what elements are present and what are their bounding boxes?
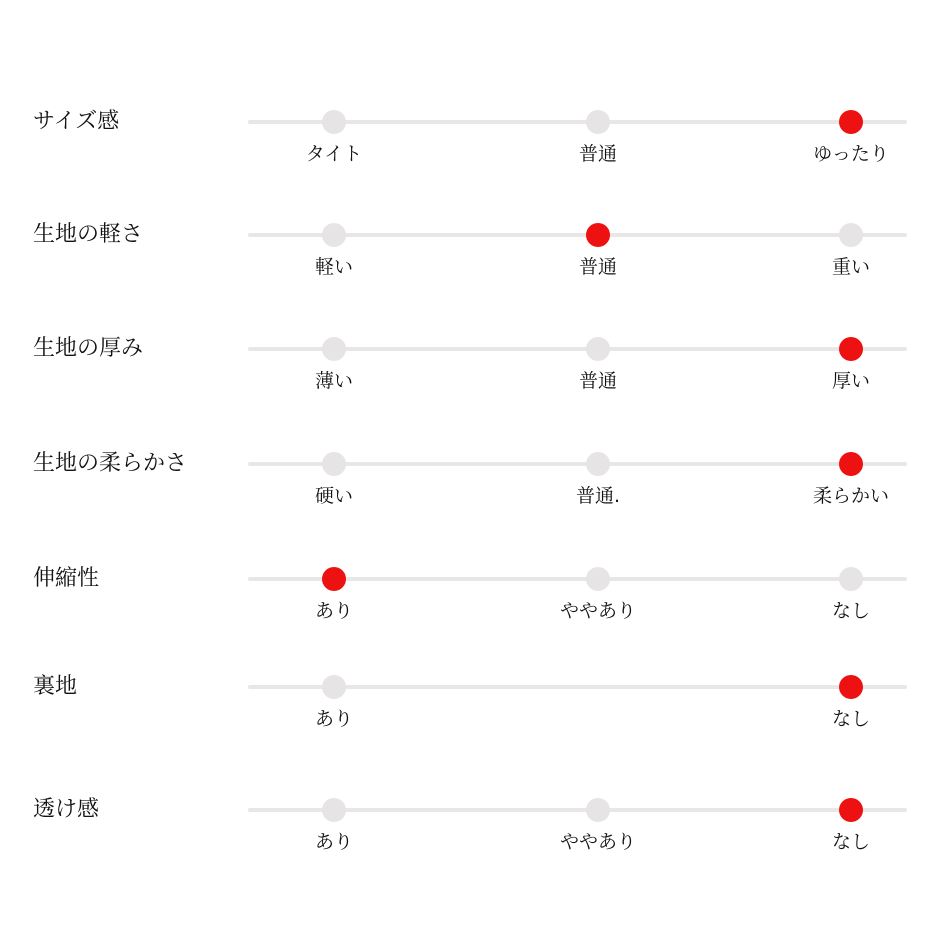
scale-track <box>248 685 907 689</box>
scale-row-label: 裏地 <box>33 674 78 699</box>
scale-row-fabric-thickness <box>0 336 943 409</box>
scale-track <box>248 462 907 466</box>
scale-point <box>586 798 610 822</box>
scale-point-selected <box>839 798 863 822</box>
scale-row-label: 生地の厚み <box>33 336 144 361</box>
scale-option-label: 薄い <box>314 370 353 392</box>
scale-row-sheerness <box>0 797 943 870</box>
scale-row-label: 透け感 <box>33 797 100 822</box>
scale-row-label: サイズ感 <box>33 109 120 134</box>
scale-option-label: 硬い <box>314 485 353 507</box>
scale-option-label: なし <box>831 600 870 622</box>
scale-point-selected <box>839 110 863 134</box>
scale-point <box>586 567 610 591</box>
scale-option-label: 厚い <box>831 370 870 392</box>
scale-row-size-fit <box>0 109 943 182</box>
scale-option-label: 普通 <box>578 256 617 278</box>
scale-option-label: あり <box>314 831 353 853</box>
scale-point <box>586 337 610 361</box>
scale-option-label: ややあり <box>559 600 636 622</box>
scale-point <box>322 452 346 476</box>
scale-track <box>248 577 907 581</box>
scale-point <box>322 110 346 134</box>
scale-point <box>322 223 346 247</box>
scale-option-label: ややあり <box>559 831 636 853</box>
scale-row-lining <box>0 674 943 747</box>
scale-option-label: あり <box>314 708 353 730</box>
scale-point-selected <box>839 337 863 361</box>
scale-option-label: タイト <box>305 143 363 165</box>
scale-point <box>586 110 610 134</box>
scale-option-label: ゆったり <box>813 143 889 165</box>
scale-row-label: 生地の柔らかさ <box>33 451 188 476</box>
scale-point <box>322 337 346 361</box>
scale-point-selected <box>839 675 863 699</box>
scale-row-label: 伸縮性 <box>33 566 100 591</box>
scale-track <box>248 120 907 124</box>
scale-point-selected <box>839 452 863 476</box>
scale-point <box>839 567 863 591</box>
scale-option-label: なし <box>831 831 870 853</box>
scale-option-label: 普通 <box>578 143 617 165</box>
scale-point <box>322 798 346 822</box>
scale-option-label: 普通 <box>578 370 617 392</box>
scale-track <box>248 808 907 812</box>
scale-point <box>839 223 863 247</box>
scale-option-label: なし <box>831 708 870 730</box>
scale-row-fabric-weight <box>0 222 943 295</box>
scale-point <box>586 452 610 476</box>
scale-point-selected <box>586 223 610 247</box>
scale-row-fabric-softness <box>0 451 943 524</box>
scale-option-label: あり <box>314 600 353 622</box>
scale-track <box>248 347 907 351</box>
scale-track <box>248 233 907 237</box>
scale-row-stretch <box>0 566 943 639</box>
scale-row-label: 生地の軽さ <box>33 222 144 247</box>
scale-option-label: 普通. <box>575 485 621 507</box>
scale-point-selected <box>322 567 346 591</box>
scale-option-label: 軽い <box>314 256 353 278</box>
scale-option-label: 柔らかい <box>812 485 889 507</box>
scale-option-label: 重い <box>831 256 870 278</box>
scale-point <box>322 675 346 699</box>
